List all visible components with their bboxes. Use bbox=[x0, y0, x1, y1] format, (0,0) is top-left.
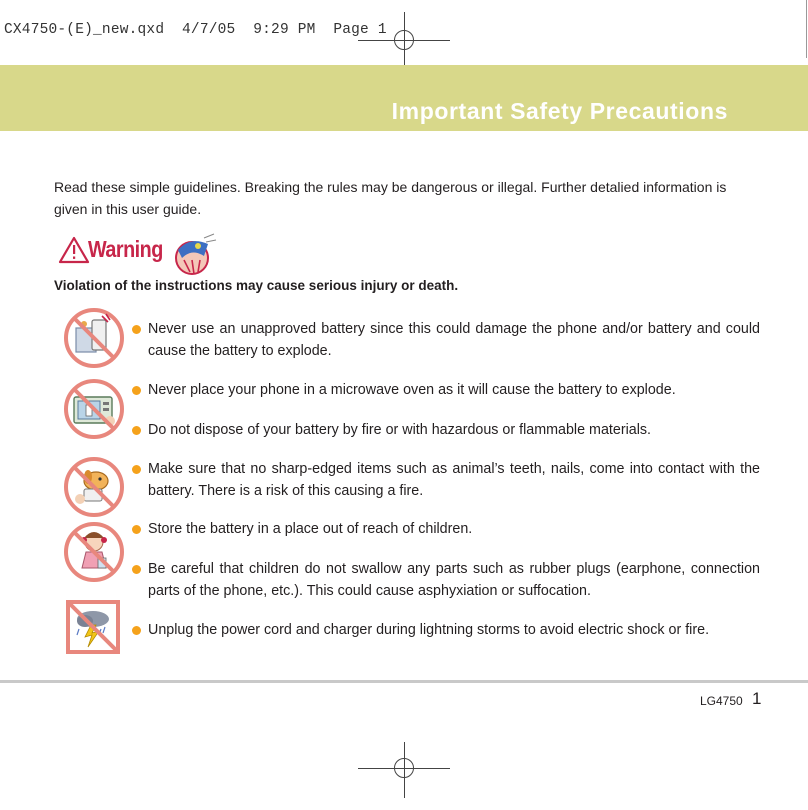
list-item-text: Make sure that no sharp-edged items such as animal’s teeth, nails, come into contact with the battery. There is a risk of this causing a fire. bbox=[148, 461, 760, 499]
list-item-text: Never use an unapproved battery since this could damage the phone and/or battery and could cause the battery to explode. bbox=[148, 321, 760, 359]
bullet-icon bbox=[132, 325, 141, 334]
crop-mark-top-right bbox=[806, 0, 807, 58]
page-number: 1 bbox=[752, 689, 762, 708]
bullet-icon bbox=[132, 426, 141, 435]
battery-prohibited-icon bbox=[62, 306, 126, 370]
bullet-icon bbox=[132, 525, 141, 534]
intro-paragraph: Read these simple guidelines. Breaking the rules may be dangerous or illegal. Further detalied information is given in this user guide. bbox=[54, 179, 727, 217]
mascot-stop-icon bbox=[176, 234, 216, 274]
bullet-icon bbox=[132, 465, 141, 474]
pet-chewing-prohibited-icon bbox=[62, 455, 126, 519]
list-item-text: Never place your phone in a microwave oven as it will cause the battery to explode. bbox=[148, 382, 676, 398]
print-slug: CX4750-(E)_new.qxd 4/7/05 9:29 PM Page 1 bbox=[4, 22, 387, 38]
registration-mark-bottom bbox=[394, 758, 414, 778]
list-item bbox=[132, 419, 760, 441]
microwave-prohibited-icon bbox=[62, 377, 126, 441]
child-prohibited-icon bbox=[62, 520, 126, 584]
page-title: Important Safety Precautions bbox=[391, 98, 728, 124]
list-item bbox=[132, 558, 760, 602]
list-item bbox=[132, 379, 760, 401]
list-item bbox=[132, 458, 760, 502]
registration-mark-top bbox=[394, 30, 414, 50]
warning-subtitle: Violation of the instructions may cause serious injury or death. bbox=[54, 278, 459, 293]
bullet-icon bbox=[132, 565, 141, 574]
list-item-text: Store the battery in a place out of reach of children. bbox=[148, 521, 473, 537]
footer-model: LG4750 bbox=[700, 694, 743, 708]
list-item bbox=[132, 619, 760, 641]
warning-label: Warning bbox=[88, 236, 163, 262]
list-item-text: Do not dispose of your battery by fire or with hazardous or flammable materials. bbox=[148, 422, 652, 438]
bullet-icon bbox=[132, 626, 141, 635]
lightning-prohibited-icon bbox=[65, 599, 121, 655]
list-item-text: Unplug the power cord and charger during lightning storms to avoid electric shock or fire. bbox=[148, 622, 710, 638]
list-item-text: Be careful that children do not swallow any parts such as rubber plugs (earphone, connection parts of the phone, etc.). This could cause asphyxiation or suffocation. bbox=[148, 561, 760, 599]
list-item bbox=[132, 318, 760, 362]
list-item bbox=[132, 518, 760, 540]
warning-triangle-icon bbox=[60, 238, 88, 262]
footer-divider bbox=[0, 680, 808, 683]
bullet-icon bbox=[132, 386, 141, 395]
